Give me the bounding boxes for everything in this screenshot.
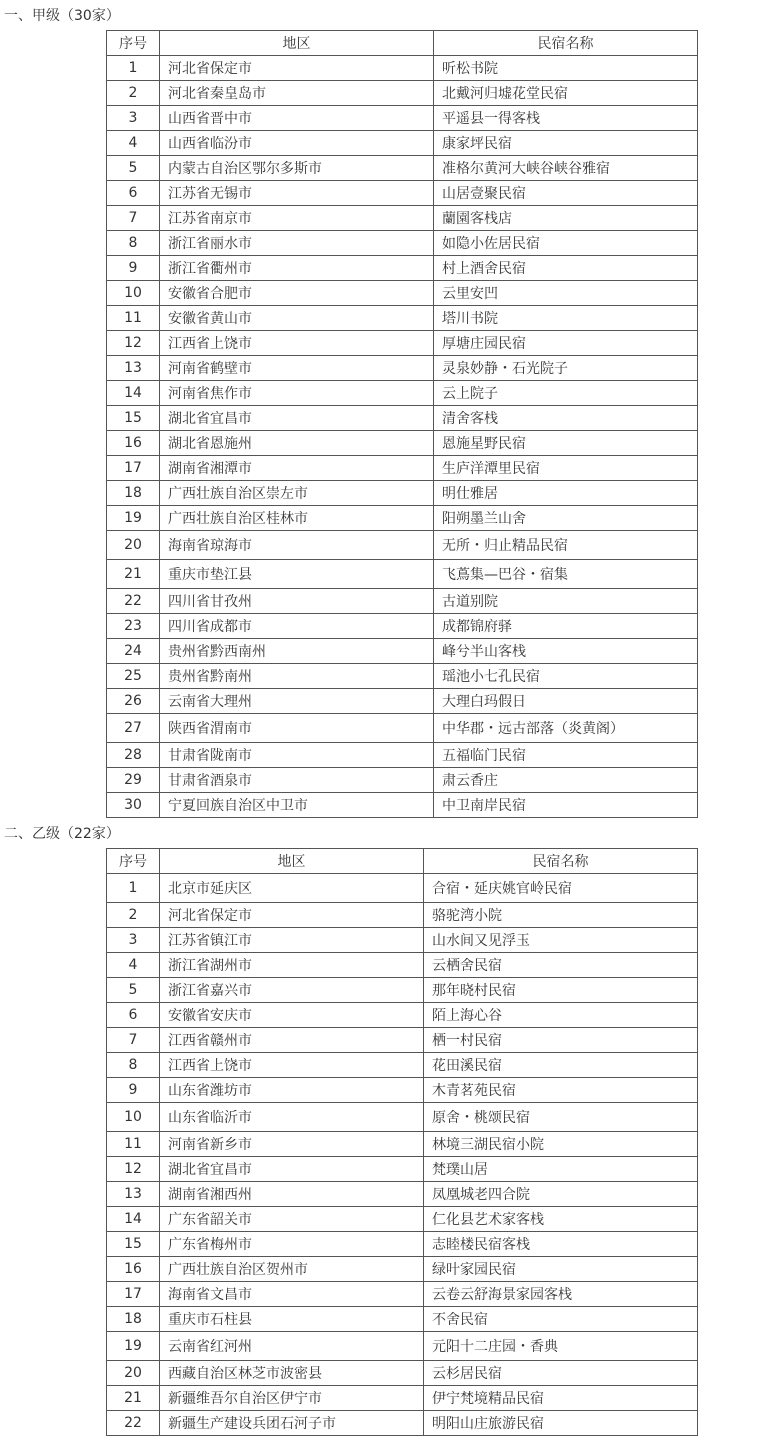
cell-name: 陌上海心谷	[424, 1003, 698, 1028]
cell-name: 栖一村民宿	[424, 1028, 698, 1053]
cell-region: 湖南省湘西州	[160, 1182, 424, 1207]
table-row	[107, 1182, 698, 1207]
cell-region: 江苏省镇江市	[160, 928, 424, 953]
grade-a-table	[106, 30, 698, 818]
cell-region: 重庆市垫江县	[160, 560, 434, 589]
cell-region: 安徽省安庆市	[160, 1003, 424, 1028]
table-row	[107, 506, 698, 531]
table-row	[107, 281, 698, 306]
cell-name: 不舍民宿	[424, 1307, 698, 1332]
cell-region: 广西壮族自治区崇左市	[160, 481, 434, 506]
cell-name: 飞蔦集—巴谷・宿集	[434, 560, 698, 589]
cell-name: 峰兮半山客栈	[434, 639, 698, 664]
cell-name: 仁化县艺术家客栈	[424, 1207, 698, 1232]
table-row	[107, 1028, 698, 1053]
cell-region: 浙江省湖州市	[160, 953, 424, 978]
cell-no: 20	[107, 1361, 160, 1386]
cell-name: 明仕雅居	[434, 481, 698, 506]
cell-no: 1	[107, 56, 160, 81]
cell-no: 2	[107, 903, 160, 928]
cell-no: 22	[107, 589, 160, 614]
table-row	[107, 56, 698, 81]
table-row	[107, 1257, 698, 1282]
cell-name: 厚塘庄园民宿	[434, 331, 698, 356]
table-row	[107, 406, 698, 431]
cell-no: 21	[107, 1386, 160, 1411]
table-row	[107, 689, 698, 714]
table-row	[107, 560, 698, 589]
cell-region: 西藏自治区林芝市波密县	[160, 1361, 424, 1386]
cell-no: 15	[107, 1232, 160, 1257]
cell-region: 河北省保定市	[160, 903, 424, 928]
table-row	[107, 156, 698, 181]
table-row	[107, 589, 698, 614]
cell-region: 浙江省衢州市	[160, 256, 434, 281]
table-row	[107, 903, 698, 928]
cell-name: 成都锦府驿	[434, 614, 698, 639]
table-header-row	[107, 849, 698, 874]
cell-no: 28	[107, 743, 160, 768]
cell-name: 云上院子	[434, 381, 698, 406]
cell-name: 北戴河归墟花堂民宿	[434, 81, 698, 106]
cell-name: 灵泉妙静・石光院子	[434, 356, 698, 381]
cell-region: 四川省甘孜州	[160, 589, 434, 614]
cell-no: 2	[107, 81, 160, 106]
table-row	[107, 664, 698, 689]
cell-name: 梵璞山居	[424, 1157, 698, 1182]
cell-name: 准格尔黄河大峡谷峡谷雅宿	[434, 156, 698, 181]
table-row	[107, 1078, 698, 1103]
cell-no: 10	[107, 281, 160, 306]
table-row	[107, 1103, 698, 1132]
cell-region: 山东省临沂市	[160, 1103, 424, 1132]
cell-no: 19	[107, 506, 160, 531]
cell-name: 花田溪民宿	[424, 1053, 698, 1078]
table-row	[107, 874, 698, 903]
cell-no: 27	[107, 714, 160, 743]
cell-name: 原舍・桃颂民宿	[424, 1103, 698, 1132]
cell-no: 25	[107, 664, 160, 689]
cell-region: 山西省临汾市	[160, 131, 434, 156]
cell-no: 17	[107, 1282, 160, 1307]
table-row	[107, 81, 698, 106]
cell-region: 江西省上饶市	[160, 1053, 424, 1078]
cell-region: 新疆生产建设兵团石河子市	[160, 1411, 424, 1436]
header-no: 序号	[107, 31, 160, 56]
cell-region: 湖北省宜昌市	[160, 406, 434, 431]
table-row	[107, 1157, 698, 1182]
table-row	[107, 1307, 698, 1332]
table-row	[107, 953, 698, 978]
cell-name: 木青茗苑民宿	[424, 1078, 698, 1103]
table-row	[107, 928, 698, 953]
cell-region: 贵州省黔南州	[160, 664, 434, 689]
grade-b-table	[106, 848, 698, 1436]
cell-name: 绿叶家园民宿	[424, 1257, 698, 1282]
cell-name: 阳朔墨兰山舍	[434, 506, 698, 531]
cell-region: 河南省新乡市	[160, 1132, 424, 1157]
cell-no: 4	[107, 131, 160, 156]
cell-no: 7	[107, 206, 160, 231]
header-name: 民宿名称	[434, 31, 698, 56]
cell-no: 1	[107, 874, 160, 903]
table-row	[107, 714, 698, 743]
cell-name: 云卷云舒海景家园客栈	[424, 1282, 698, 1307]
table-row	[107, 1361, 698, 1386]
header-no: 序号	[107, 849, 160, 874]
cell-name: 凤凰城老四合院	[424, 1182, 698, 1207]
cell-no: 18	[107, 1307, 160, 1332]
cell-no: 8	[107, 231, 160, 256]
cell-region: 河南省鹤壁市	[160, 356, 434, 381]
cell-name: 中华郡・远古部落（炎黄阁）	[434, 714, 698, 743]
cell-region: 湖北省恩施州	[160, 431, 434, 456]
cell-name: 古道别院	[434, 589, 698, 614]
cell-name: 志睦楼民宿客栈	[424, 1232, 698, 1257]
cell-region: 海南省文昌市	[160, 1282, 424, 1307]
cell-region: 重庆市石柱县	[160, 1307, 424, 1332]
header-region: 地区	[160, 849, 424, 874]
cell-name: 山居壹聚民宿	[434, 181, 698, 206]
cell-no: 3	[107, 106, 160, 131]
cell-region: 安徽省合肥市	[160, 281, 434, 306]
cell-no: 22	[107, 1411, 160, 1436]
cell-no: 24	[107, 639, 160, 664]
cell-no: 18	[107, 481, 160, 506]
table-row	[107, 1386, 698, 1411]
cell-name: 五福临门民宿	[434, 743, 698, 768]
cell-no: 21	[107, 560, 160, 589]
cell-name: 清舍客栈	[434, 406, 698, 431]
cell-no: 8	[107, 1053, 160, 1078]
table-row	[107, 768, 698, 793]
cell-no: 6	[107, 181, 160, 206]
cell-region: 云南省大理州	[160, 689, 434, 714]
cell-region: 广西壮族自治区贺州市	[160, 1257, 424, 1282]
table-row	[107, 356, 698, 381]
cell-no: 3	[107, 928, 160, 953]
table-row	[107, 743, 698, 768]
cell-no: 19	[107, 1332, 160, 1361]
table-row	[107, 431, 698, 456]
cell-region: 浙江省嘉兴市	[160, 978, 424, 1003]
cell-no: 9	[107, 1078, 160, 1103]
table-row	[107, 1132, 698, 1157]
table-row	[107, 481, 698, 506]
cell-region: 广东省韶关市	[160, 1207, 424, 1232]
cell-name: 明阳山庄旅游民宿	[424, 1411, 698, 1436]
cell-no: 26	[107, 689, 160, 714]
cell-name: 骆驼湾小院	[424, 903, 698, 928]
cell-name: 塔川书院	[434, 306, 698, 331]
table-row	[107, 639, 698, 664]
cell-no: 4	[107, 953, 160, 978]
table-row	[107, 1411, 698, 1436]
cell-no: 29	[107, 768, 160, 793]
cell-region: 内蒙古自治区鄂尔多斯市	[160, 156, 434, 181]
cell-name: 村上酒舍民宿	[434, 256, 698, 281]
table-row	[107, 614, 698, 639]
cell-name: 平遥县一得客栈	[434, 106, 698, 131]
table-row	[107, 456, 698, 481]
cell-region: 安徽省黄山市	[160, 306, 434, 331]
cell-no: 23	[107, 614, 160, 639]
cell-region: 宁夏回族自治区中卫市	[160, 793, 434, 818]
cell-name: 林境三湖民宿小院	[424, 1132, 698, 1157]
cell-region: 甘肃省酒泉市	[160, 768, 434, 793]
cell-region: 江苏省无锡市	[160, 181, 434, 206]
cell-no: 5	[107, 156, 160, 181]
cell-name: 云栖舍民宿	[424, 953, 698, 978]
section-b-title: 二、乙级（22家）	[4, 826, 120, 842]
cell-name: 如隐小佐居民宿	[434, 231, 698, 256]
cell-no: 13	[107, 1182, 160, 1207]
table-row	[107, 181, 698, 206]
cell-region: 甘肃省陇南市	[160, 743, 434, 768]
table-row	[107, 381, 698, 406]
cell-region: 山东省潍坊市	[160, 1078, 424, 1103]
table-row	[107, 1207, 698, 1232]
cell-region: 河北省秦皇岛市	[160, 81, 434, 106]
cell-name: 听松书院	[434, 56, 698, 81]
cell-no: 12	[107, 331, 160, 356]
cell-no: 9	[107, 256, 160, 281]
cell-region: 北京市延庆区	[160, 874, 424, 903]
header-region: 地区	[160, 31, 434, 56]
table-row	[107, 231, 698, 256]
table-row	[107, 306, 698, 331]
cell-name: 恩施星野民宿	[434, 431, 698, 456]
cell-region: 湖北省宜昌市	[160, 1157, 424, 1182]
cell-name: 云里安凹	[434, 281, 698, 306]
cell-no: 17	[107, 456, 160, 481]
cell-region: 江西省上饶市	[160, 331, 434, 356]
cell-no: 7	[107, 1028, 160, 1053]
cell-no: 14	[107, 381, 160, 406]
cell-region: 云南省红河州	[160, 1332, 424, 1361]
cell-no: 10	[107, 1103, 160, 1132]
cell-no: 15	[107, 406, 160, 431]
cell-no: 5	[107, 978, 160, 1003]
cell-region: 陕西省渭南市	[160, 714, 434, 743]
section-a-title: 一、甲级（30家）	[4, 8, 120, 24]
cell-name: 山水间又见浮玉	[424, 928, 698, 953]
table-row	[107, 1332, 698, 1361]
cell-no: 11	[107, 1132, 160, 1157]
cell-region: 贵州省黔西南州	[160, 639, 434, 664]
table-row	[107, 1053, 698, 1078]
cell-region: 新疆维吾尔自治区伊宁市	[160, 1386, 424, 1411]
cell-name: 蘭園客栈店	[434, 206, 698, 231]
cell-no: 20	[107, 531, 160, 560]
cell-name: 伊宁梵境精品民宿	[424, 1386, 698, 1411]
cell-no: 30	[107, 793, 160, 818]
table-row	[107, 131, 698, 156]
cell-region: 江西省赣州市	[160, 1028, 424, 1053]
cell-region: 广东省梅州市	[160, 1232, 424, 1257]
cell-no: 16	[107, 431, 160, 456]
cell-name: 无所・归止精品民宿	[434, 531, 698, 560]
cell-region: 广西壮族自治区桂林市	[160, 506, 434, 531]
cell-name: 云杉居民宿	[424, 1361, 698, 1386]
cell-region: 四川省成都市	[160, 614, 434, 639]
cell-name: 元阳十二庄园・香典	[424, 1332, 698, 1361]
cell-name: 康家坪民宿	[434, 131, 698, 156]
cell-region: 河北省保定市	[160, 56, 434, 81]
table-row	[107, 531, 698, 560]
cell-name: 肃云香庄	[434, 768, 698, 793]
table-row	[107, 256, 698, 281]
table-row	[107, 331, 698, 356]
cell-name: 那年晓村民宿	[424, 978, 698, 1003]
cell-name: 中卫南岸民宿	[434, 793, 698, 818]
cell-region: 江苏省南京市	[160, 206, 434, 231]
table-row	[107, 106, 698, 131]
cell-name: 生庐洋潭里民宿	[434, 456, 698, 481]
cell-region: 浙江省丽水市	[160, 231, 434, 256]
table-row	[107, 206, 698, 231]
cell-region: 湖南省湘潭市	[160, 456, 434, 481]
cell-name: 大理白玛假日	[434, 689, 698, 714]
header-name: 民宿名称	[424, 849, 698, 874]
cell-name: 瑶池小七孔民宿	[434, 664, 698, 689]
cell-name: 合宿・延庆姚官岭民宿	[424, 874, 698, 903]
table-header-row	[107, 31, 698, 56]
cell-no: 14	[107, 1207, 160, 1232]
cell-no: 12	[107, 1157, 160, 1182]
cell-region: 海南省琼海市	[160, 531, 434, 560]
cell-no: 6	[107, 1003, 160, 1028]
table-row	[107, 978, 698, 1003]
table-row	[107, 793, 698, 818]
table-row	[107, 1232, 698, 1257]
cell-no: 13	[107, 356, 160, 381]
cell-region: 山西省晋中市	[160, 106, 434, 131]
table-row	[107, 1282, 698, 1307]
table-row	[107, 1003, 698, 1028]
cell-no: 11	[107, 306, 160, 331]
cell-no: 16	[107, 1257, 160, 1282]
cell-region: 河南省焦作市	[160, 381, 434, 406]
